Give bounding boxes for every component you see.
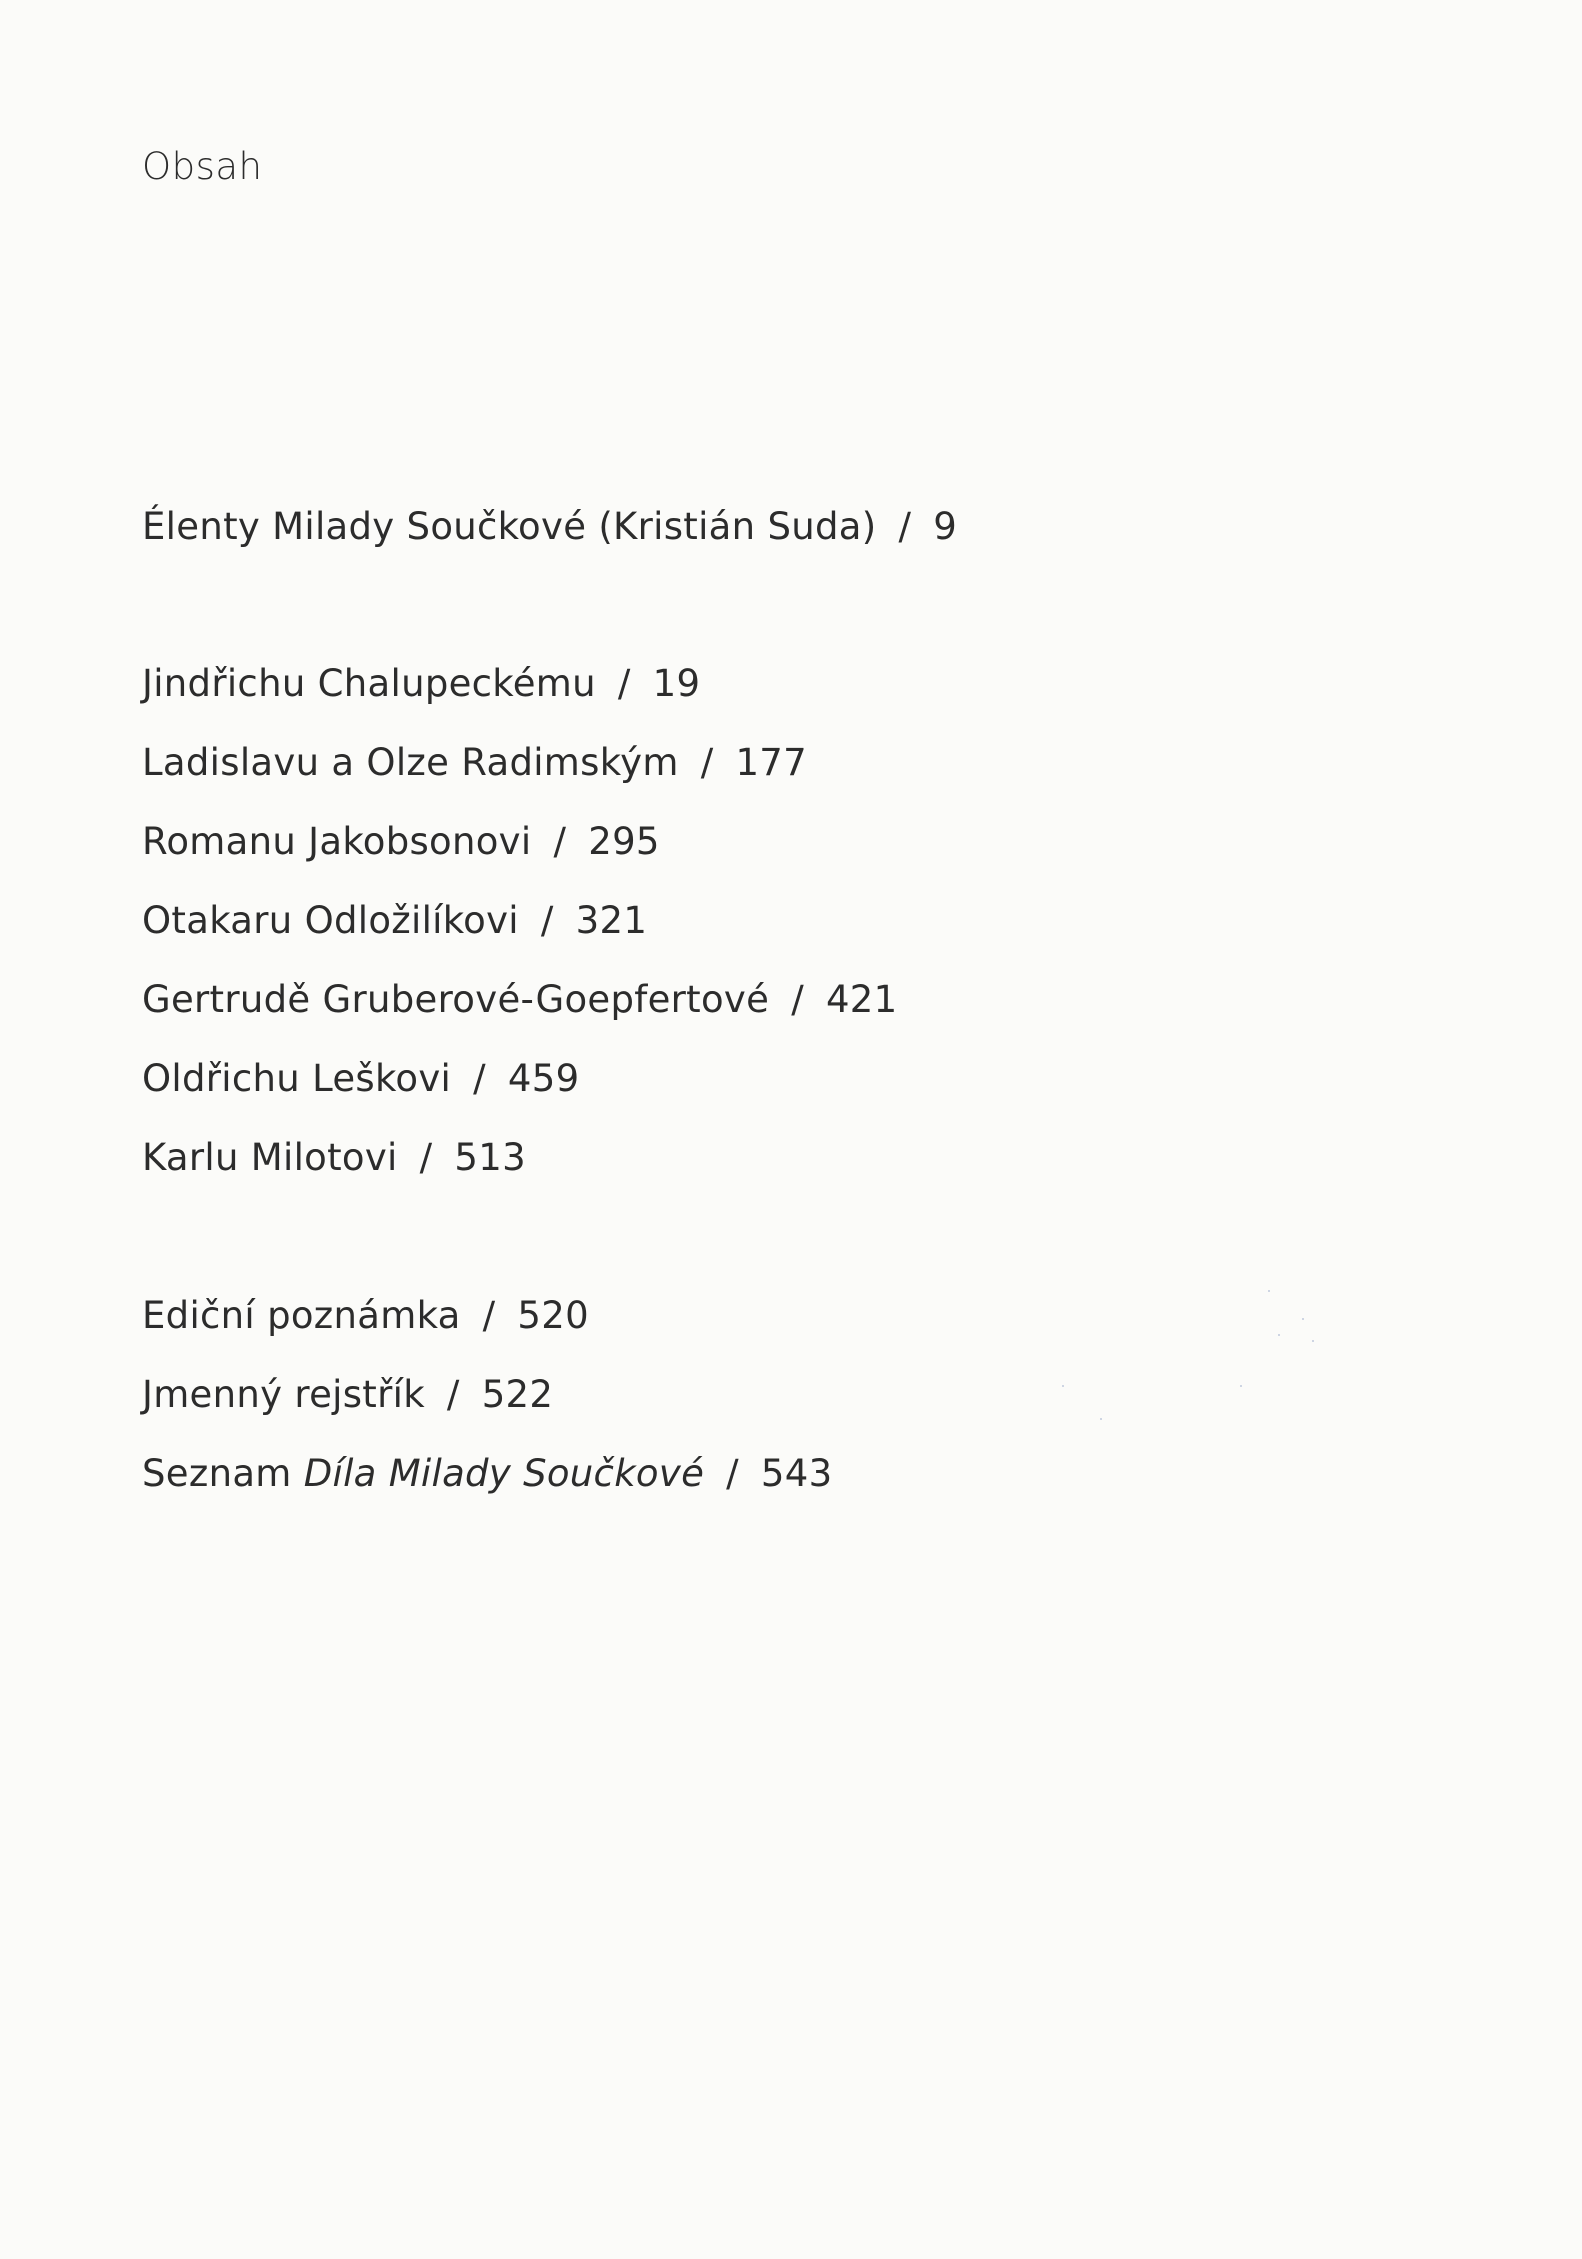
toc-entry-separator: / xyxy=(446,1373,460,1416)
toc-entry-title: Oldřichu Leškovi xyxy=(142,1057,452,1100)
toc-entry-title: Romanu Jakobsonovi xyxy=(142,820,532,863)
toc-entry-title: Jindřichu Chalupeckému xyxy=(142,662,596,705)
toc-entry-title-italic: Díla Milady Součkové xyxy=(303,1452,705,1495)
toc-entry-separator: / xyxy=(617,662,631,705)
toc-entry-separator: / xyxy=(473,1057,486,1100)
toc-entry-separator: / xyxy=(419,1136,433,1179)
toc-entry-title-prefix: Seznam xyxy=(142,1452,292,1495)
toc-entry-page: 9 xyxy=(933,505,958,548)
toc-entry-page: 513 xyxy=(454,1136,526,1179)
toc-entry-title: Ediční poznámka xyxy=(142,1294,461,1337)
toc-entry-separator: / xyxy=(540,899,554,942)
toc-entry-separator: / xyxy=(553,820,567,863)
toc-entry-page: 19 xyxy=(652,662,701,705)
toc-entry-title: Gertrudě Gruberové-Goepfertové xyxy=(142,978,770,1021)
toc-entry-page: 520 xyxy=(517,1294,589,1337)
toc-entry-letters-0 xyxy=(142,662,701,705)
toc-entry-separator: / xyxy=(482,1294,496,1337)
toc-entry-separator: / xyxy=(700,741,714,784)
toc-entry-page: 177 xyxy=(735,741,807,784)
toc-entry-appendix-1 xyxy=(142,1373,554,1416)
toc-entry-separator: / xyxy=(726,1452,739,1495)
toc-entry-title: Jmenný rejstřík xyxy=(142,1373,425,1416)
toc-entry-letters-3 xyxy=(142,899,648,942)
toc-entry-list-of-works xyxy=(142,1452,833,1495)
toc-entry-title: Ladislavu a Olze Radimským xyxy=(142,741,679,784)
toc-entry-page: 421 xyxy=(825,978,898,1021)
toc-entry-letters-5 xyxy=(142,1057,580,1100)
toc-entry-appendix-0 xyxy=(142,1294,589,1337)
scan-speck xyxy=(1240,1385,1242,1387)
page-title: Obsah xyxy=(142,145,263,188)
scan-speck xyxy=(1302,1318,1304,1320)
scan-speck xyxy=(1278,1334,1280,1336)
toc-entry-letters-2 xyxy=(142,820,660,863)
toc-entry-letters-6 xyxy=(142,1136,526,1179)
scan-speck xyxy=(1100,1418,1102,1420)
scan-speck xyxy=(1312,1340,1314,1342)
scan-speck xyxy=(1268,1290,1270,1292)
toc-entry-page: 295 xyxy=(588,820,660,863)
toc-entry-page: 459 xyxy=(507,1057,580,1100)
toc-entry-intro xyxy=(142,505,958,548)
toc-entry-letters-4 xyxy=(142,978,898,1021)
toc-entry-title: Otakaru Odložilíkovi xyxy=(142,899,519,942)
toc-entry-title: Élenty Milady Součkové (Kristián Suda) xyxy=(142,505,877,548)
toc-entry-separator: / xyxy=(898,505,912,548)
toc-entry-title: Karlu Milotovi xyxy=(142,1136,398,1179)
toc-entry-page: 522 xyxy=(481,1373,554,1416)
toc-entry-page: 321 xyxy=(575,899,648,942)
toc-entry-letters-1 xyxy=(142,741,807,784)
scan-speck xyxy=(1062,1385,1064,1387)
toc-entry-separator: / xyxy=(791,978,804,1021)
toc-entry-page: 543 xyxy=(760,1452,833,1495)
